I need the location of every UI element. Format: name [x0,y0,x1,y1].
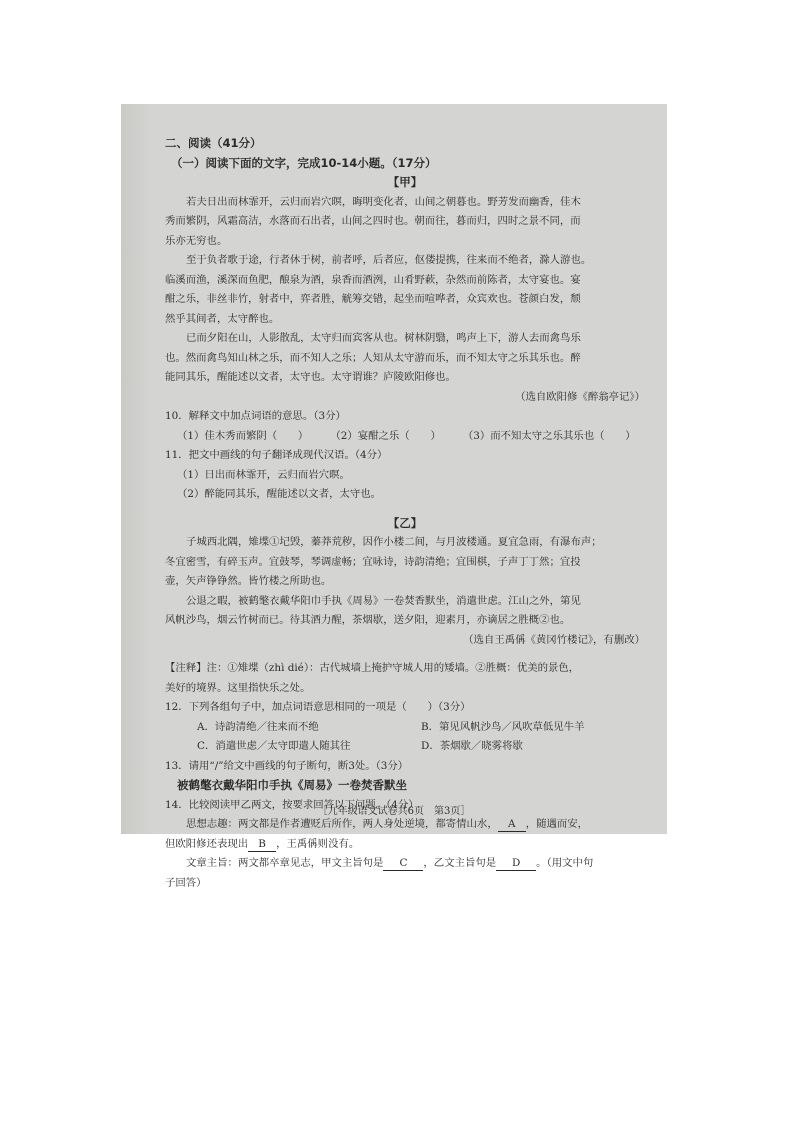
q14-blank-c: C [383,857,423,871]
passage-a-source: （选自欧阳修《醉翁亭记》） [515,390,645,403]
passage-a-line: 若夫日出而林霏开，云归而岩穴暝，晦明变化者，山间之朝暮也。野芳发而幽香，佳木 [186,195,581,208]
q14-blank-b: B [248,838,276,852]
passage-a-line: 也。然而禽鸟知山林之乐，而不知人之乐；人知从太守游而乐，而不知太守之乐其乐也。醉 [165,351,581,364]
exam-page-photo [121,104,667,889]
q12-option-c: C．消遣世虑／太守即遣人随其往 [197,740,351,752]
q14-para-1: 思想志趣：两文都是作者遭贬后所作，两人身处逆境，都寄情山水， A ，随遇而安， [186,818,589,830]
q11-item-1: （1）日出而林霏开，云归而岩穴暝。 [177,468,350,481]
passage-a-line: 乐亦无穷也。 [165,234,228,247]
q12-options-row [165,737,645,757]
q12-stem: 12．下列各组句子中，加点词语意思相同的一项是（ ）（3分） [165,701,471,713]
q14-blank-a: A [498,818,526,832]
passage-b-line: 冬宜密雪，有碎玉声。宜鼓琴，琴调虚畅；宜咏诗，诗韵清绝；宜围棋，子声丁丁然；宜投 [165,555,581,568]
passage-b-line: 壶，矢声铮铮然。皆竹楼之所助也。 [165,575,332,587]
passage-b-source: （选自王禹偁《黄冈竹楼记》，有删改） [463,633,645,646]
q14-stem: 14．比较阅读甲乙两文，按要求回答以下问题。（4分） [165,798,419,811]
section-title: 二、阅读（41分） [165,136,262,150]
q11-item-2: （2）醉能同其乐，醒能述以文者，太守也。 [177,488,382,500]
q12-option-b: B．第见风帆沙鸟／风吹草低见牛羊 [421,720,585,733]
q14-para-2: 文章主旨：两文都卒章见志，甲文主旨句是 C ，乙文主旨句是 D 。（用文中句 [186,857,594,869]
q13-stem: 13．请用“/”给文中画线的句子断句，断3处。（3分） [165,759,409,772]
passage-b-label: 【乙】 [387,515,423,530]
q10-item-1: （1）佳木秀而繁阴（ ） [177,429,309,442]
q10-stem: 10．解释文中加点词语的意思。（3分） [165,410,346,422]
notes-line: 美好的境界。这里指快乐之处。 [165,681,311,694]
passage-a-line: 至于负者歌于途，行者休于树，前者呼，后者应，伛偻提携，往来而不绝者，滁人游也。 [186,254,592,266]
q12-option-a: A．诗韵清绝／往来而不绝 [197,720,319,733]
passage-a-line: 然乎其间者，太守醉也。 [165,312,280,325]
passage-a-line: 秀而繁阴，风霜高洁，水落而石出者，山间之四时也。朝而往，暮而归，四时之景不同，而 [165,215,581,227]
passage-a-line: 酣之乐，非丝非竹，射者中，弈者胜，觥筹交错，起坐而喧哗者，众宾欢也。苍颜白发，颓 [165,293,581,305]
q12-option-d: D．茶烟歇／晓雾将歇 [421,740,523,752]
passage-b-line: 风帆沙鸟，烟云竹树而已。待其酒力醒，茶烟歇，送夕阳，迎素月，亦谪居之胜概②也。 [165,614,571,626]
q10-item-2: （2）宴酣之乐（ ） [330,429,441,442]
q14-para-1-cont: 但欧阳修还表现出 B ，王禹偁则没有。 [165,837,360,850]
passage-b-line: 公退之暇，被鹤氅衣戴华阳巾手执《周易》一卷焚香默坐，消遣世虑。江山之外，第见 [186,594,581,607]
passage-a-line: 临溪而渔，溪深而鱼肥，酿泉为酒，泉香而酒洌，山肴野蔌，杂然而前陈者，太守宴也。宴 [165,273,581,286]
passage-a-line: 已而夕阳在山，人影散乱，太守归而宾客从也。树林阴翳，鸣声上下，游人去而禽鸟乐 [186,332,581,344]
q14-para-2-cont: 子回答） [165,876,207,889]
passage-b-line: 子城西北隅，雉堞①圮毁，蓁莽荒秽，因作小楼二间，与月波楼通。夏宜急雨，有瀑布声； [186,536,602,548]
q10-item-3: （3）而不知太守之乐其乐也（ ） [462,429,636,442]
notes-line: 【注释】注：①雉堞（zhì dié）：古代城墙上掩护守城人用的矮墙。②胜概：优美的景色， [165,662,580,674]
q12-options-row [165,718,645,738]
q13-sentence: 被鹤氅衣戴华阳巾手执《周易》一卷焚香默坐 [177,778,407,792]
passage-a-line: 能同其乐，醒能述以文者，太守也。太守谓谁？庐陵欧阳修也。 [165,371,456,383]
q14-blank-d: D [496,857,536,871]
page-footer: ［九年级语文试卷共6页 第3页］ [317,806,471,817]
subsection-title: （一）阅读下面的文字，完成10-14小题。（17分） [171,155,437,170]
passage-a-label: 【甲】 [387,175,423,189]
q11-stem: 11．把文中画线的句子翻译成现代汉语。（4分） [165,449,388,461]
q10-items [165,427,645,447]
